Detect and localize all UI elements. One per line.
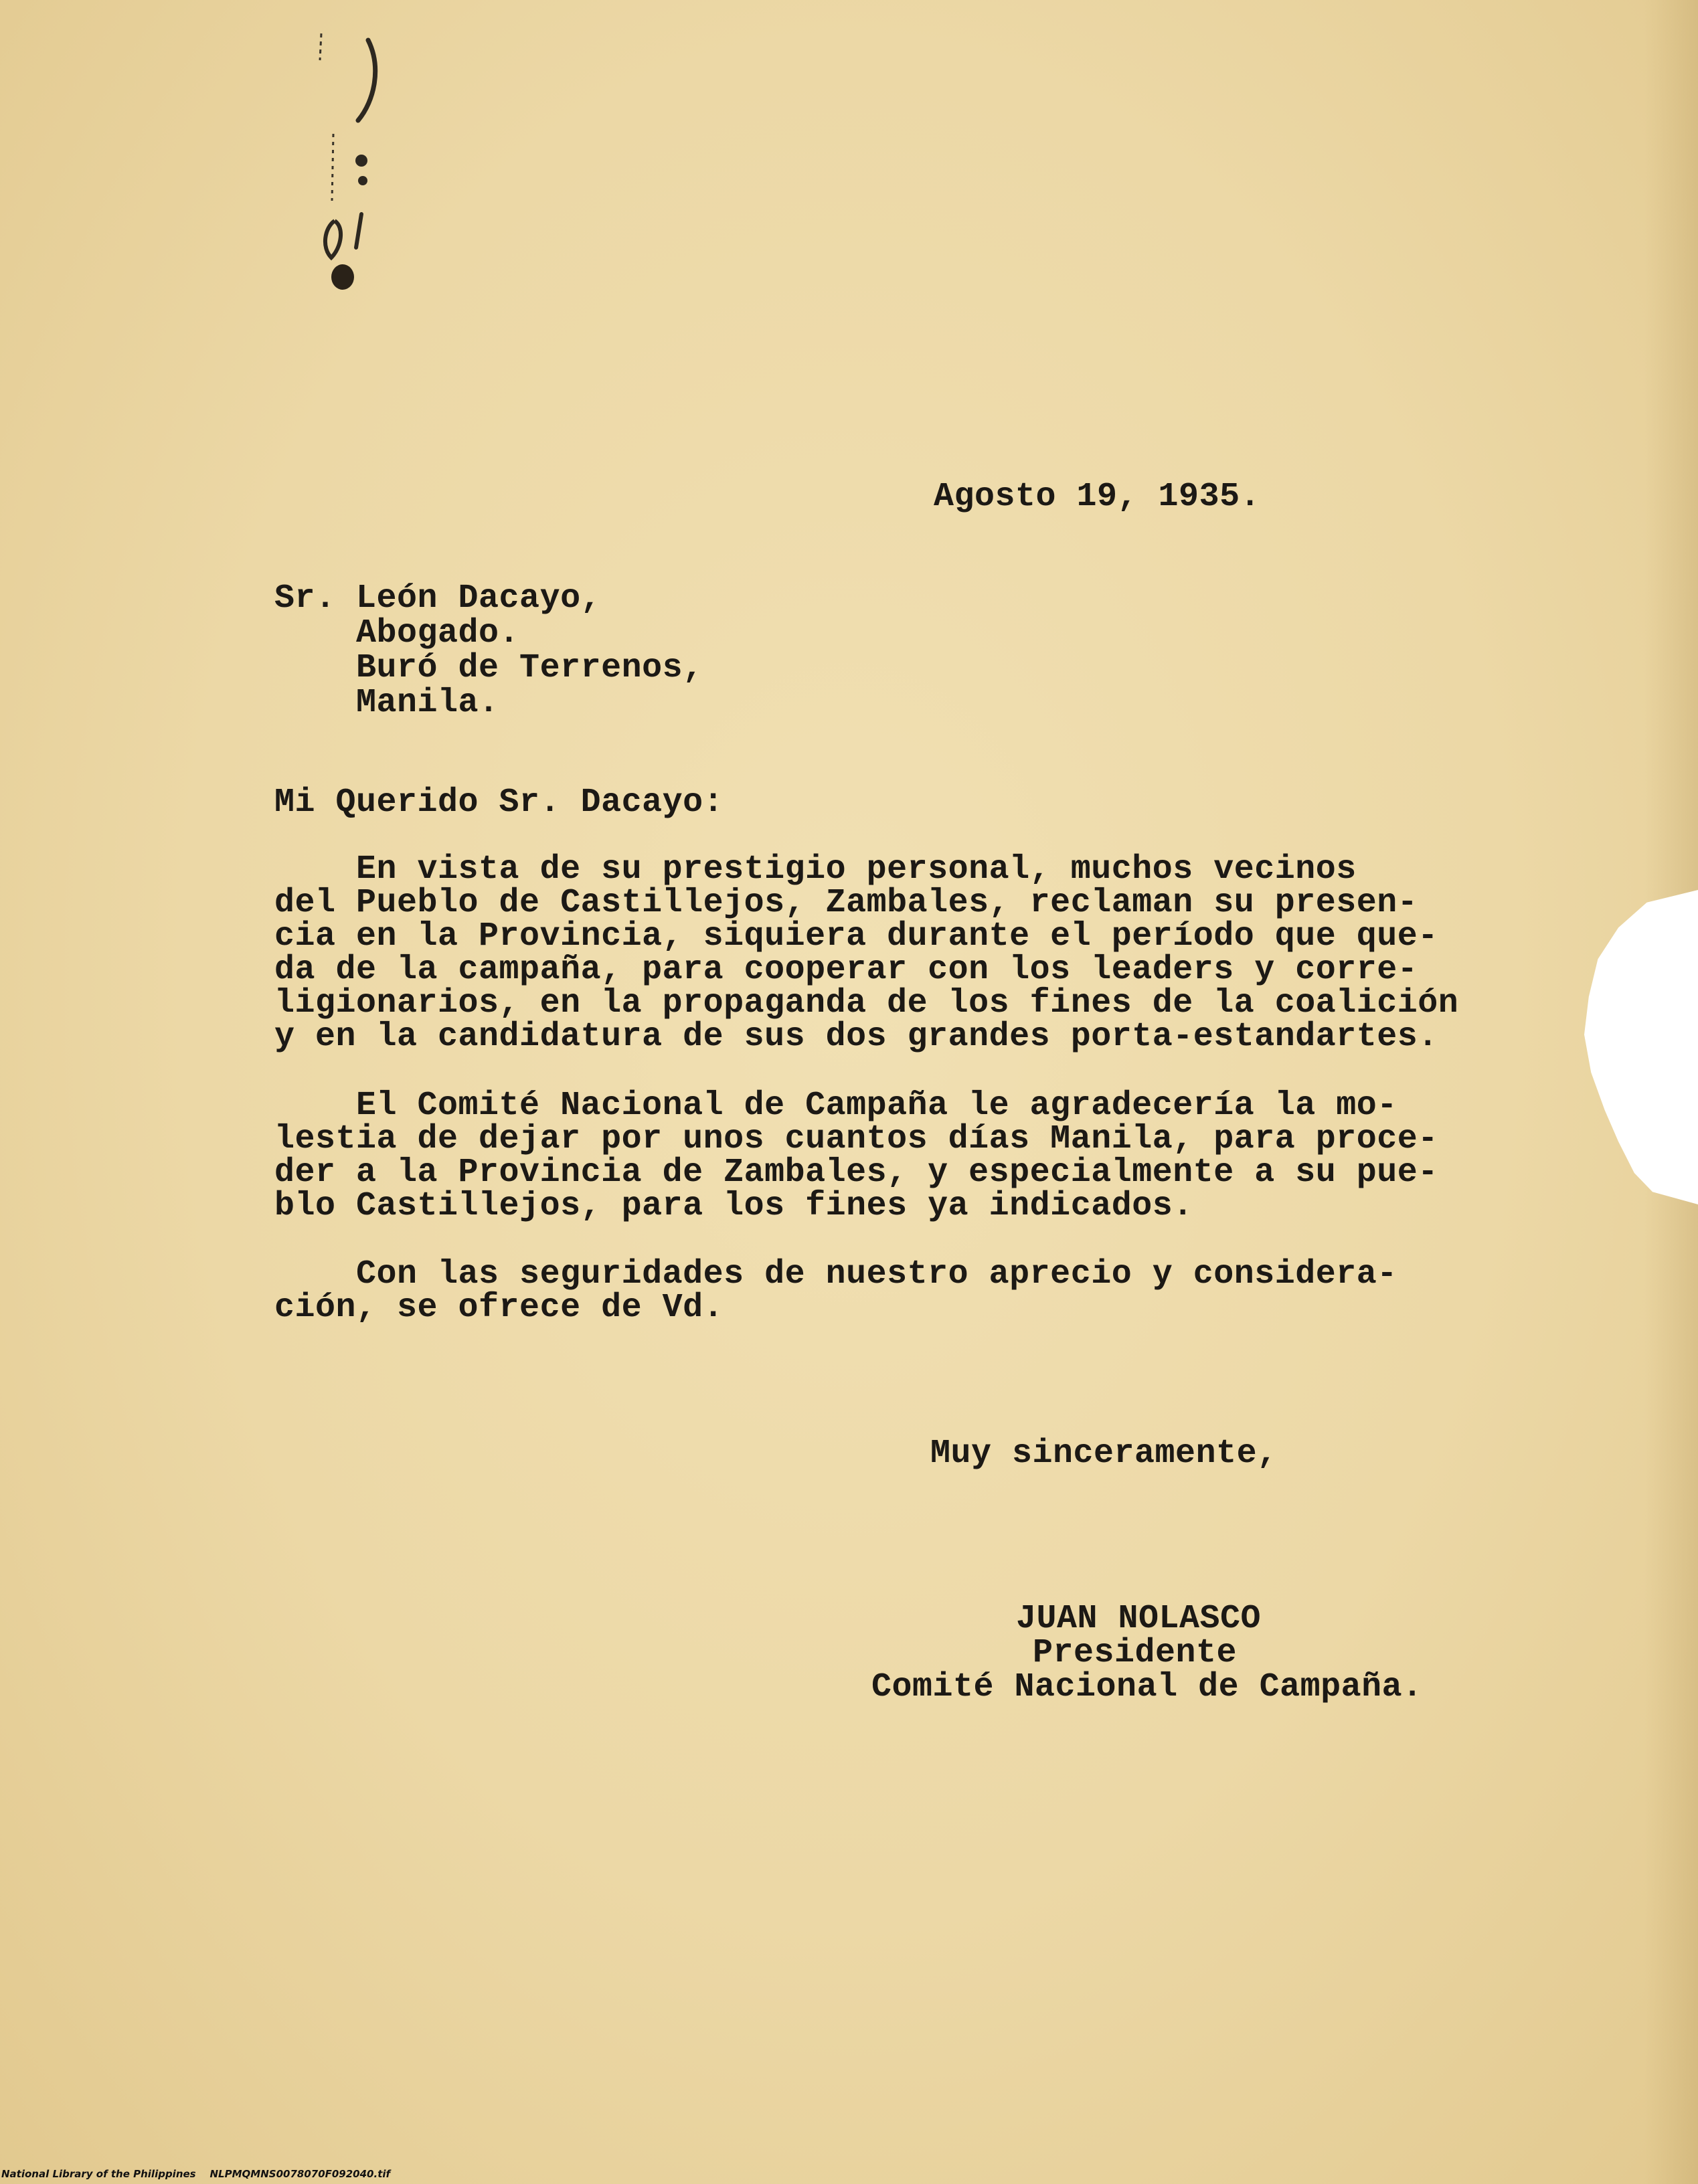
signatory-title: Presidente [1033, 1634, 1238, 1672]
footer-library: National Library of the Philippines [1, 2168, 196, 2180]
address-line: Abogado. [274, 614, 520, 652]
salutation: Mi Querido Sr. Dacayo: [274, 784, 724, 822]
body-line: lestia de dejar por unos cuantos días Manila, para proce- [274, 1120, 1438, 1158]
body-line: ción, se ofrece de Vd. [274, 1289, 724, 1327]
body-line: Con las seguridades de nuestro aprecio y considera- [274, 1255, 1397, 1293]
body-line: der a la Provincia de Zambales, y especialmente a su pue- [274, 1154, 1438, 1192]
handwritten-mark [294, 27, 402, 294]
ink-blot [331, 264, 354, 290]
body-line: El Comité Nacional de Campaña le agradecería la mo- [274, 1087, 1397, 1125]
body-line: da de la campaña, para cooperar con los leaders y corre- [274, 951, 1418, 989]
letter-date: Agosto 19, 1935. [934, 478, 1261, 516]
body-line: cia en la Provincia, siquiera durante el período que que- [274, 917, 1438, 955]
address-line: Sr. León Dacayo, [274, 579, 602, 618]
body-line: del Pueblo de Castillejos, Zambales, reclaman su presen- [274, 884, 1418, 922]
signatory-name: JUAN NOLASCO [1016, 1600, 1262, 1638]
signatory-organization: Comité Nacional de Campaña. [871, 1668, 1423, 1706]
torn-edge [1584, 890, 1698, 1204]
address-line: Buró de Terrenos, [274, 649, 703, 687]
body-line: blo Castillejos, para los fines ya indicados. [274, 1187, 1193, 1225]
archive-footer [1, 2168, 390, 2180]
body-line: ligionarios, en la propaganda de los fines de la coalición [274, 984, 1459, 1022]
body-line: En vista de su prestigio personal, muchos vecinos [274, 850, 1357, 889]
closing: Muy sinceramente, [930, 1435, 1278, 1473]
body-line: y en la candidatura de sus dos grandes porta-estandartes. [274, 1018, 1438, 1056]
footer-file: NLPMQMNS0078070F092040.tif [209, 2168, 391, 2180]
address-line: Manila. [274, 684, 499, 722]
